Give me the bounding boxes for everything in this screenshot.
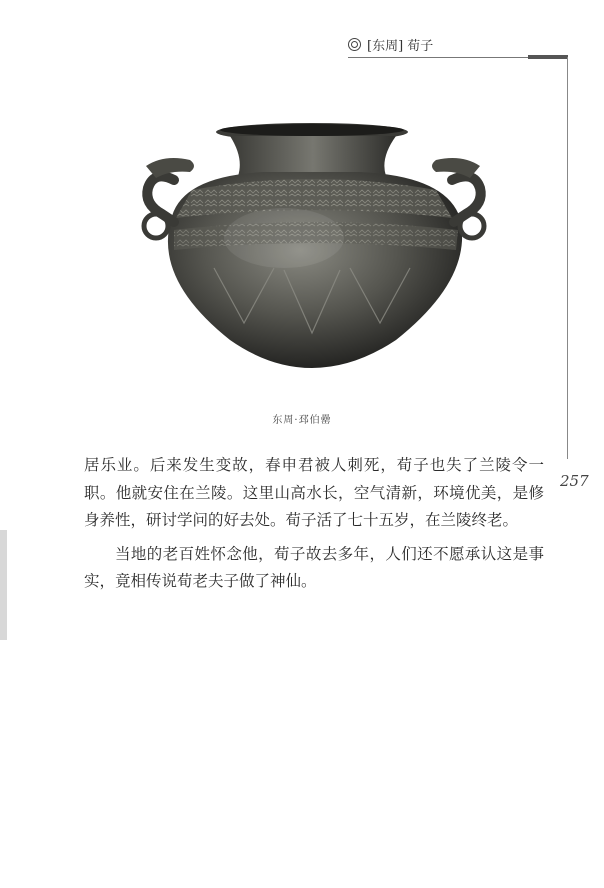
figure-caption: 东周·邳伯罍: [272, 415, 332, 426]
margin-rule: [567, 57, 568, 459]
body-text: [84, 452, 544, 596]
page-edge-strip: [0, 530, 7, 640]
target-circle-icon: [348, 38, 361, 51]
bronze-vessel-photo: [134, 118, 494, 384]
paragraph: 居乐业。后来发生变故，春申君被人刺死，荀子也失了兰陵令一职。他就安住在兰陵。这里山高水长，空气清新，环境优美，是修身养性，研讨学问的好去处。荀子活了七十五岁，在兰陵终老。: [84, 456, 544, 529]
running-header: [348, 34, 433, 54]
header-rule-accent: [528, 55, 568, 59]
paragraph: 当地的老百姓怀念他，荀子故去多年，人们还不愿承认这是事实，竟相传说荀老夫子做了神仙。: [84, 544, 544, 590]
page-number: 257: [560, 472, 589, 490]
header-title: [东周] 荀子: [367, 38, 434, 54]
